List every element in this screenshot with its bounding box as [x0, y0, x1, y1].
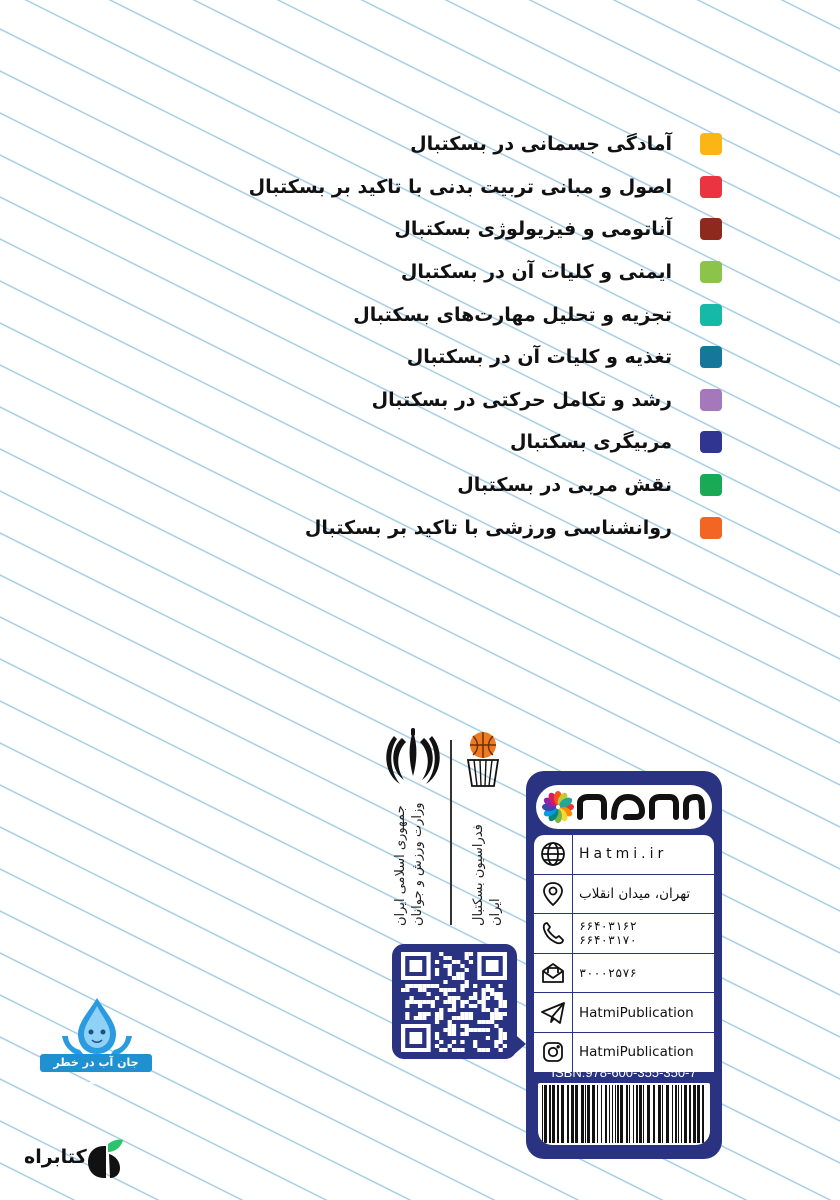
topic-item [162, 506, 722, 549]
isbn-label: ISBN:978-600-355-350-7 [551, 1065, 697, 1080]
topic-item [162, 379, 722, 422]
topic-color-square [700, 304, 722, 326]
topic-color-square [700, 431, 722, 453]
location-pin-icon [539, 880, 567, 908]
basketball-federation-icon [462, 730, 504, 788]
topic-label: روانشناسی ورزشی با تاکید بر بسکتبال [304, 516, 672, 539]
phone-number-2: ۶۶۴۰۳۱۷۰ [579, 933, 637, 948]
contact-list [534, 835, 714, 1073]
qr-pointer [510, 1030, 526, 1058]
instagram-handle: HatmiPublication [579, 1044, 694, 1061]
topic-item [162, 166, 722, 209]
topics-list [162, 123, 722, 549]
color-wheel-icon [540, 789, 576, 825]
org-divider [450, 740, 452, 925]
topic-color-square [700, 346, 722, 368]
topic-label: اصول و مبانی تربیت بدنی با تاکید بر بسکتبال [248, 175, 672, 198]
topic-color-square [700, 517, 722, 539]
topic-color-square [700, 218, 722, 240]
water-badge-label: جان آب در خطر است [40, 1054, 152, 1072]
barcode-icon [538, 1083, 710, 1145]
topic-color-square [700, 474, 722, 496]
sms-number: ۳۰۰۰۲۵۷۶ [579, 966, 637, 981]
topic-color-square [700, 133, 722, 155]
topic-item [162, 208, 722, 251]
topic-label: مربیگری بسکتبال [509, 431, 672, 454]
envelope-icon [539, 959, 567, 987]
publisher-card [526, 771, 722, 1159]
topic-item [162, 293, 722, 336]
publisher-brand [536, 785, 712, 829]
topic-color-square [700, 176, 722, 198]
address-label: تهران، میدان انقلاب [579, 885, 691, 902]
topic-item [162, 336, 722, 379]
topic-color-square [700, 261, 722, 283]
sms-row[interactable] [534, 954, 714, 994]
instagram-icon [539, 1038, 567, 1066]
topic-item [162, 421, 722, 464]
qr-code[interactable] [392, 944, 517, 1059]
topic-label: نقش مربی در بسکتبال [457, 474, 672, 497]
topic-item [162, 251, 722, 294]
globe-icon [539, 840, 567, 868]
topic-label: تجزیه و تحلیل مهارت‌های بسکتبال [353, 303, 672, 326]
topic-label: تغذیه و کلیات آن در بسکتبال [406, 346, 672, 369]
topic-item [162, 464, 722, 507]
topic-label: رشد و تکامل حرکتی در بسکتبال [371, 388, 672, 411]
telegram-icon [539, 999, 567, 1027]
topic-label: آمادگی جسمانی در بسکتبال [410, 133, 672, 156]
website-row[interactable] [534, 835, 714, 875]
federation-label: فدراسیون بسکتبال ایران [471, 824, 503, 926]
iran-ministry-text [392, 796, 426, 926]
phone-number-1: ۶۶۴۰۳۱۶۲ [579, 919, 637, 934]
website-label: Hatmi.ir [579, 846, 668, 863]
phone-icon [539, 919, 567, 947]
ketabrah-label: کتابراه [24, 1146, 87, 1168]
topic-label: آناتومی و فیزیولوژی بسکتبال [394, 218, 672, 241]
phone-numbers [573, 919, 714, 947]
iran-emblem-icon [382, 728, 444, 788]
topic-label: ایمنی و کلیات آن در بسکتبال [400, 261, 672, 284]
telegram-row[interactable] [534, 993, 714, 1033]
ministry-label: وزارت ورزش و جوانان [410, 802, 425, 926]
telegram-handle: HatmiPublication [579, 1004, 694, 1021]
address-row [534, 875, 714, 915]
qr-code-icon [401, 952, 507, 1052]
topic-item [162, 123, 722, 166]
phone-row[interactable] [534, 914, 714, 954]
iran-republic-label: جمهوری اسلامی ایران [393, 805, 408, 926]
hatmi-logo-icon [572, 791, 708, 823]
topic-color-square [700, 389, 722, 411]
